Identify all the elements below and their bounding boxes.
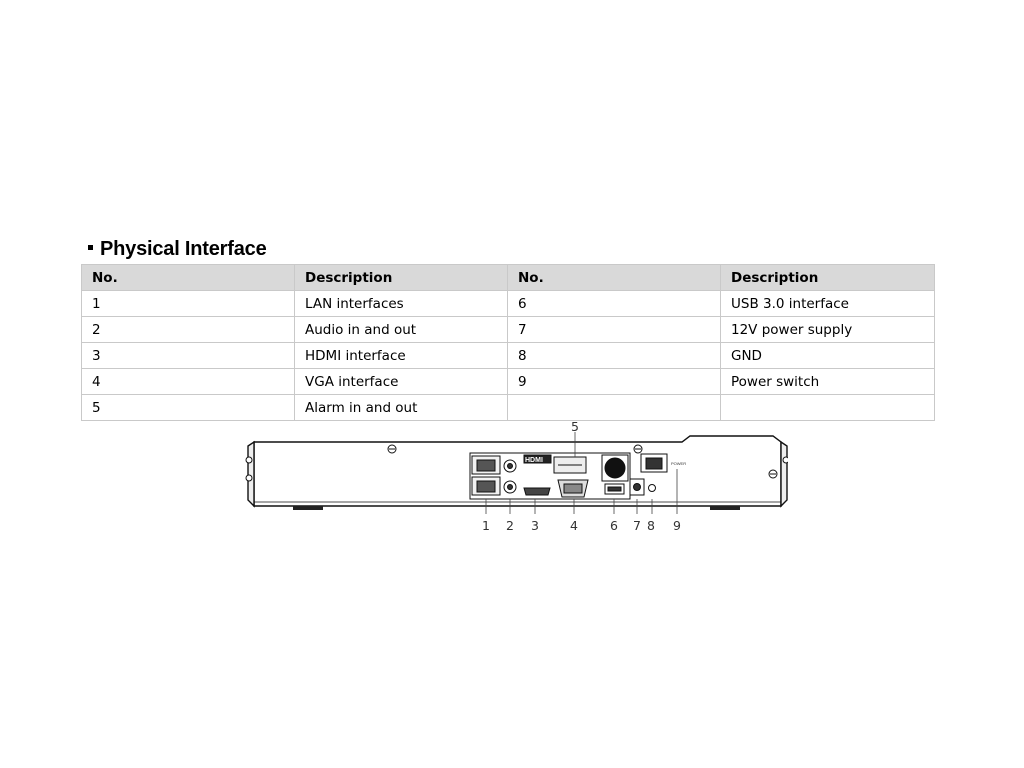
header-description-right: Description [721, 265, 935, 291]
callout-2: 2 [506, 518, 514, 533]
cell-no: 5 [82, 395, 295, 421]
power-input-icon [630, 479, 644, 495]
cell-description: LAN interfaces [295, 291, 508, 317]
power-switch-icon [641, 454, 667, 472]
foot [293, 506, 323, 510]
cell-no: 7 [508, 317, 721, 343]
section-title: Physical Interface [100, 238, 267, 260]
rear-panel-diagram [236, 420, 788, 536]
header-no-left: No. [82, 265, 295, 291]
cell-description: Audio in and out [295, 317, 508, 343]
cell-description: Power switch [721, 369, 935, 395]
callout-7: 7 [633, 518, 641, 533]
interface-table [81, 264, 935, 421]
callout-6: 6 [610, 518, 618, 533]
callout-1: 1 [482, 518, 490, 533]
callout-3: 3 [531, 518, 539, 533]
foot [710, 506, 740, 510]
gnd-icon [649, 485, 656, 492]
cell-no: 9 [508, 369, 721, 395]
callout-4: 4 [570, 518, 578, 533]
cell-description: USB 3.0 interface [721, 291, 935, 317]
table-header-row [82, 265, 935, 291]
cell-description: Alarm in and out [295, 395, 508, 421]
cell-no: 6 [508, 291, 721, 317]
cell-description: 12V power supply [721, 317, 935, 343]
callout-5: 5 [571, 420, 579, 434]
cell-no: 4 [82, 369, 295, 395]
table-row [82, 343, 935, 369]
table-row [82, 369, 935, 395]
port-panel [470, 453, 630, 499]
power-switch-label: POWER [671, 461, 687, 466]
cell-no: 8 [508, 343, 721, 369]
alarm-terminal-icon [554, 457, 586, 473]
cell-no: 1 [82, 291, 295, 317]
hdmi-logo-text: HDMI [525, 457, 543, 464]
cell-no [508, 395, 721, 421]
section-heading [88, 238, 267, 261]
cell-description: HDMI interface [295, 343, 508, 369]
table-row [82, 317, 935, 343]
callout-8: 8 [647, 518, 655, 533]
table-row [82, 395, 935, 421]
cell-description: GND [721, 343, 935, 369]
header-description-left: Description [295, 265, 508, 291]
cell-description [721, 395, 935, 421]
vga-port-icon [558, 480, 588, 497]
table-row [82, 291, 935, 317]
header-no-right: No. [508, 265, 721, 291]
bullet-icon [88, 245, 93, 250]
usb-port-icon [602, 455, 628, 494]
cell-no: 2 [82, 317, 295, 343]
cell-no: 3 [82, 343, 295, 369]
cell-description: VGA interface [295, 369, 508, 395]
callout-9: 9 [673, 518, 681, 533]
